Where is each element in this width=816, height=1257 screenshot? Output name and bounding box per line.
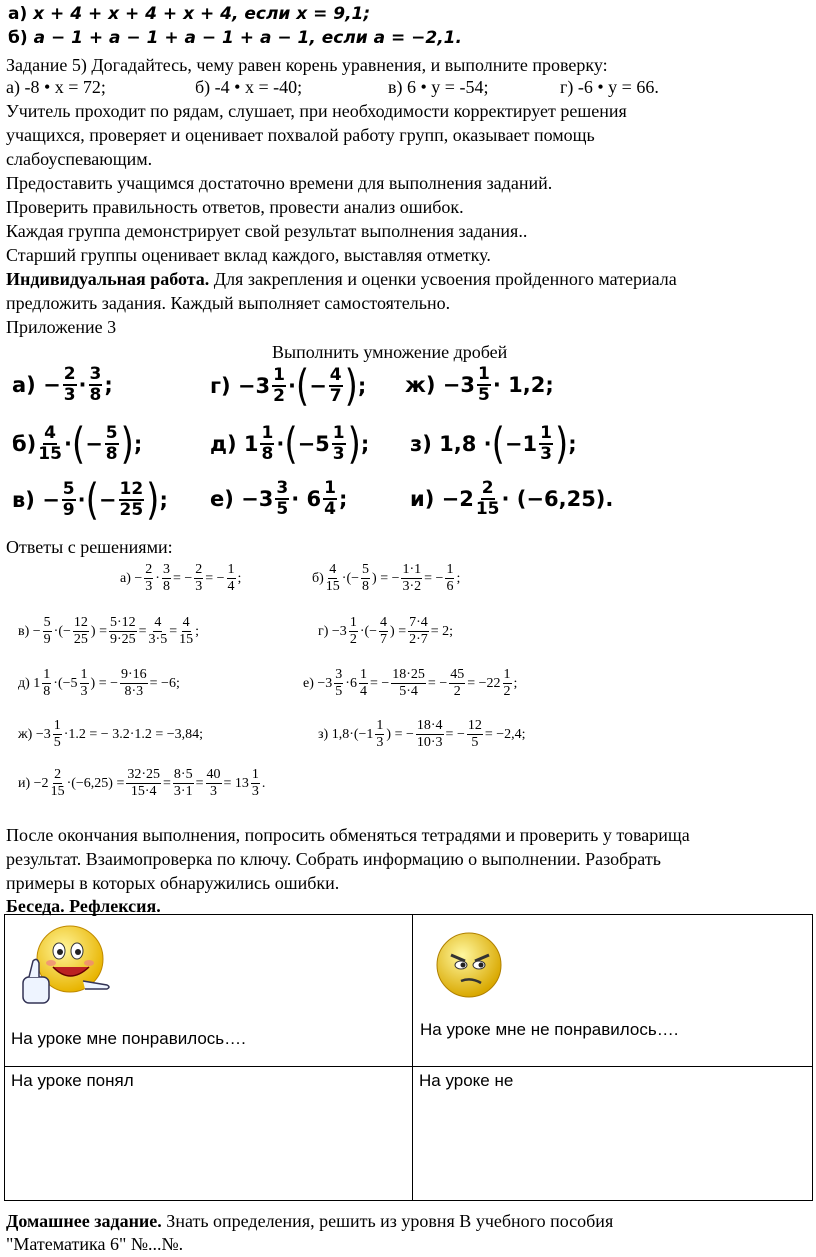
exercise-title: Выполнить умножение дробей: [272, 342, 508, 362]
task5-item-b: б) -4 • x = -40;: [195, 77, 303, 97]
individual-work-text: Для закрепления и оценки усвоения пройденного материала: [209, 269, 677, 289]
disliked-text: На уроке мне не понравилось….: [420, 1020, 679, 1039]
not-understood-text: На уроке не: [419, 1071, 514, 1090]
homework-heading: Домашнее задание.: [6, 1211, 162, 1231]
expr-a: x + 4 + x + 4 + x + 4, если x = 9,1;: [33, 4, 371, 24]
reflection-table: [4, 914, 813, 1201]
happy-smiley-thumbs-up-icon: [15, 921, 115, 1011]
label-b: б): [8, 28, 28, 48]
paragraph: Проверить правильность ответов, провести анализ ошибок.: [6, 197, 464, 217]
task5-title: Задание 5) Догадайтесь, чему равен корень уравнения, и выполните проверку:: [6, 55, 608, 75]
homework: [6, 1210, 613, 1232]
exercise-i: и) −2 $\frac{2}{15}$ · (−6,25).: [410, 478, 614, 519]
task5-item-c: в) 6 • y = -54;: [388, 77, 489, 97]
expr-b: a − 1 + a − 1 + a − 1 + a − 1, если a = −2,1.: [33, 28, 462, 48]
answer-a: а) − $\frac{2}{3}$ · $\frac{3}{8}$ = − $\frac{2}{3}$ = − $\frac{1}{4}$ ;: [120, 562, 242, 594]
paragraph: Каждая группа демонстрирует свой результат выполнения задания..: [6, 221, 528, 241]
exercise-e: е) −3 $\frac{3}{5}$ · 6 $\frac{1}{4}$ ;: [210, 478, 348, 519]
answer-g: г) −3 $\frac{1}{2}$ ·(− $\frac{4}{7}$ ) = $\frac{7\cdot 4}{2\cdot 7}$ = 2;: [318, 615, 454, 647]
top-task-a: [8, 4, 370, 24]
after-text: результат. Взаимопроверка по ключу. Собрать информацию о выполнении. Разобрать: [6, 849, 661, 869]
label-a: а): [8, 4, 28, 24]
exercise-a: а) − $\frac{2}{3}$ · $\frac{3}{8}$ ;: [12, 364, 113, 405]
paragraph: Учитель проходит по рядам, слушает, при необходимости корректирует решения: [6, 101, 627, 121]
exercise-z: з) 1,8 · ( −1 $\frac{1}{3}$ ) ;: [410, 419, 577, 469]
answer-i: и) −2 $\frac{2}{15}$ ·(−6,25) = $\frac{32\cdot 25}{15\cdot 4}$ = $\frac{8\cdot 5}{3\cdot 1}$ = $\frac{40}{3}$ = 13 $\frac{1}{3}$ .: [18, 767, 266, 799]
task5-item-d: г) -6 • y = 66.: [560, 77, 659, 97]
answers-title: Ответы с решениями:: [6, 537, 173, 557]
task5-item-a: а) -8 • x = 72;: [6, 77, 106, 97]
individual-work-line2: предложить задания. Каждый выполняет самостоятельно.: [6, 293, 451, 313]
understood-text: На уроке понял: [11, 1071, 134, 1090]
exercise-d: д) 1 $\frac{1}{8}$ · ( −5 $\frac{1}{3}$ ) ;: [210, 419, 370, 469]
appendix-label: Приложение 3: [6, 317, 117, 337]
paragraph: учащихся, проверяет и оценивает похвалой работу групп, оказывает помощь: [6, 125, 595, 145]
exercise-g: г) −3 $\frac{1}{2}$ · ( − $\frac{4}{7}$ ) ;: [210, 361, 367, 411]
cell-disliked: [413, 915, 813, 1067]
homework-line2: "Математика 6" №...№.: [6, 1234, 184, 1254]
cell-not-understood: [413, 1067, 813, 1201]
paragraph: Старший группы оценивает вклад каждого, выставляя отметку.: [6, 245, 491, 265]
individual-work: [6, 268, 677, 290]
exercise-zh: ж) −3 $\frac{1}{5}$ · 1,2;: [405, 364, 554, 405]
paragraph: Предоставить учащимся достаточно времени для выполнения заданий.: [6, 173, 553, 193]
top-task-b: [8, 28, 462, 48]
exercise-b: б) $\frac{4}{15}$ · ( − $\frac{5}{8}$ ) ;: [12, 419, 143, 469]
exercise-v: в) − $\frac{5}{9}$ · ( − $\frac{12}{25}$ ) ;: [12, 475, 168, 525]
individual-work-heading: Индивидуальная работа.: [6, 269, 210, 289]
reflection-title: Беседа. Рефлексия.: [6, 896, 161, 916]
answer-zh: ж) −3 $\frac{1}{5}$ ·1.2 = − 3.2·1.2 = −3,84;: [18, 718, 204, 750]
answer-e: е) −3 $\frac{3}{5}$ ·6 $\frac{1}{4}$ = − $\frac{18\cdot 25}{5\cdot 4}$ = − $\frac{45}{2}$ = −22 $\frac{1}{2}$ ;: [303, 667, 518, 699]
after-text: примеры в которых обнаружились ошибки.: [6, 873, 340, 893]
cell-liked: [5, 915, 413, 1067]
paragraph: слабоуспевающим.: [6, 149, 153, 169]
homework-text: Знать определения, решить из уровня В учебного пособия: [161, 1211, 614, 1231]
liked-text: На уроке мне понравилось….: [11, 1029, 246, 1048]
after-text: После окончания выполнения, попросить обменяться тетрадями и проверить у товарища: [6, 825, 690, 845]
cell-understood: [5, 1067, 413, 1201]
angry-smiley-icon: [431, 925, 511, 1005]
answer-v: в) − $\frac{5}{9}$ ·(− $\frac{12}{25}$ ) = $\frac{5\cdot 12}{9\cdot 25}$ = $\frac{4}{3\cdot 5}$ = $\frac{4}{15}$ ;: [18, 615, 200, 647]
answer-z: з) 1,8·(−1 $\frac{1}{3}$ ) = − $\frac{18\cdot 4}{10\cdot 3}$ = − $\frac{12}{5}$ = −2,4;: [318, 718, 526, 750]
answer-b: б) $\frac{4}{15}$ ·(− $\frac{5}{8}$ ) = − $\frac{1\cdot 1}{3\cdot 2}$ = − $\frac{1}{6}$ ;: [312, 562, 461, 594]
answer-d: д) 1 $\frac{1}{8}$ ·(−5 $\frac{1}{3}$ ) = − $\frac{9\cdot 16}{8\cdot 3}$ = −6;: [18, 667, 180, 699]
